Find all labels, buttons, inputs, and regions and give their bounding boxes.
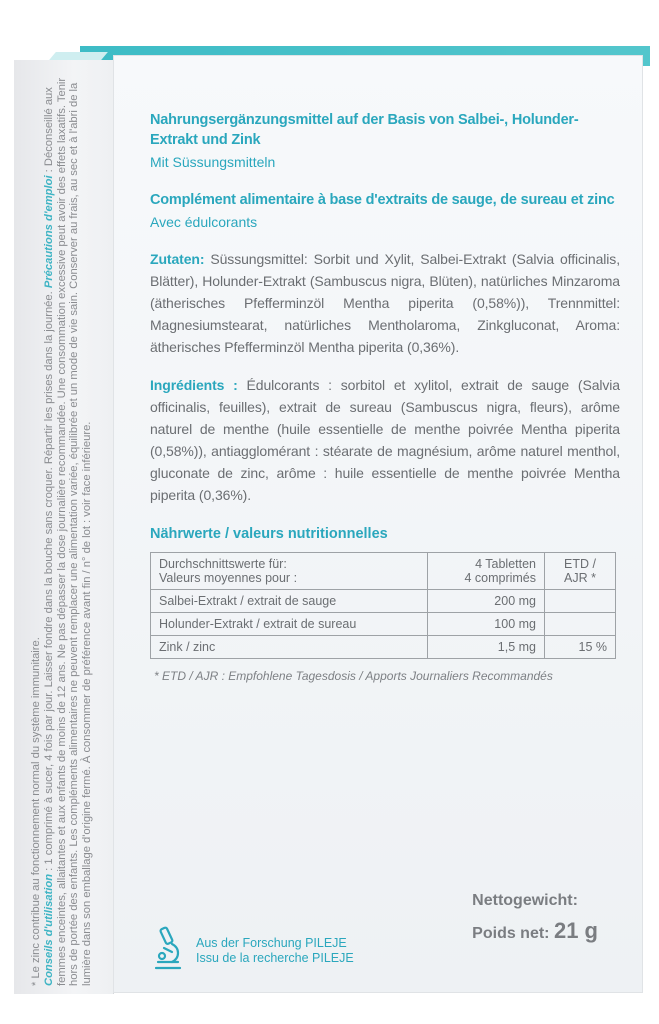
ingredients-de bbox=[150, 248, 620, 358]
brand-line-de: Aus der Forschung PILEJE bbox=[196, 935, 347, 950]
fr-subtitle: Avec édulcorants bbox=[150, 214, 258, 230]
net-weight-fr-line bbox=[472, 918, 598, 944]
ingredients-de-label: Zutaten: bbox=[150, 251, 205, 267]
header-label-de: Durchschnittswerte für: bbox=[159, 557, 287, 571]
de-subtitle: Mit Süssungsmitteln bbox=[150, 154, 276, 170]
row-etd: 15 % bbox=[545, 636, 616, 659]
row-amount: 200 mg bbox=[428, 590, 545, 613]
row-etd bbox=[545, 590, 616, 613]
nutrition-table bbox=[150, 552, 616, 659]
row-etd bbox=[545, 613, 616, 636]
label-content bbox=[150, 110, 620, 683]
side-panel bbox=[14, 60, 114, 994]
header-amount-fr: 4 comprimés bbox=[464, 571, 536, 585]
table-row bbox=[151, 613, 616, 636]
microscope-icon bbox=[150, 926, 184, 975]
header-etd-cell: ETD / AJR * bbox=[545, 553, 616, 590]
fr-title: Complément alimentaire à base d'extraits de sauge, de sureau et zinc bbox=[150, 192, 615, 208]
ingredients-fr-text: Édulcorants : sorbitol et xylitol, extrait de sauge (Salvia officinalis, feuilles), extrait de sureau (Sambuscus nigra, fleurs), arôme naturel de menthe (huile essentielle de menthe poivrée Mentha piperita (0,58%)), antiagglomérant : stéarate de magnésium, arôme naturel menthol, gluconate de zinc, arôme : huile essentielle de menthe poivrée Mentha piperita (0,36%). bbox=[150, 377, 620, 503]
precautions-label: Précautions d'emploi bbox=[42, 175, 55, 289]
usage-label: Conseils d'utilisation bbox=[42, 873, 55, 986]
precautions-text: : Déconseillé aux femmes enceintes, allaitantes et aux enfants de moins de 12 ans. Ne pas dépasser la dose journalière recommandée. Une consommation excessive peut avoir des effets laxatifs. Tenir hors de portée des enfants. Les compléments alimentaires ne peuvent remplacer une alimentation variée, équilibrée et un mode de vie sain. Conserver au frais, au sec et à l'abri de la lumière dans son emballage d'origine fermé. À consommer de préférence avant fin / n° de lot : voir face inférieure. bbox=[42, 77, 94, 986]
ingredients-de-text: Süssungsmittel: Sorbit und Xylit, Salbei-Extrakt (Salvia officinalis, Blätter), Holunder-Extrakt (Sambuscus nigra, Blüten), natürliches Minzaroma (ätherisches Pfefferminzöl Mentha piperita (0,58%)), Trennmittel: Magnesiumstearat, natürliches Mentholaroma, Zinkgluconat, Aroma: ätherisches Pfefferminzöl Mentha piperita (0,36%). bbox=[150, 251, 620, 355]
nutrition-title: Nährwerte / valeurs nutritionnelles bbox=[150, 526, 388, 542]
etd-footnote: * ETD / AJR : Empfohlene Tagesdosis / Apports Journaliers Recommandés bbox=[154, 669, 553, 683]
brand-text bbox=[196, 936, 354, 966]
nutrition-header-row bbox=[151, 553, 616, 590]
side-panel-text bbox=[30, 66, 116, 986]
header-label-cell bbox=[151, 553, 428, 590]
front-panel bbox=[114, 56, 642, 992]
net-weight-value: 21 g bbox=[553, 918, 598, 943]
net-weight-de: Nettogewicht: bbox=[472, 892, 578, 909]
ingredients-fr-label: Ingrédients : bbox=[150, 377, 238, 393]
header-amount-de: 4 Tabletten bbox=[475, 557, 536, 571]
net-weight bbox=[472, 892, 598, 944]
header-label-fr: Valeurs moyennes pour : bbox=[159, 571, 298, 585]
row-name: Zink / zinc bbox=[151, 636, 428, 659]
header-amount-cell bbox=[428, 553, 545, 590]
row-name: Salbei-Extrakt / extrait de sauge bbox=[151, 590, 428, 613]
table-row bbox=[151, 636, 616, 659]
brand-line-fr: Issu de la recherche PILEJE bbox=[196, 950, 354, 965]
product-box bbox=[10, 46, 650, 996]
row-name: Holunder-Extrakt / extrait de sureau bbox=[151, 613, 428, 636]
usage-text: : 1 comprimé à sucer, 4 fois par jour. Laisser fondre dans la bouche sans croquer. Répartir les prises dans la journée. bbox=[42, 291, 55, 874]
net-weight-fr: Poids net: bbox=[472, 925, 550, 942]
zinc-claim: * Le zinc contribue au fonctionnement normal du système immunitaire. bbox=[30, 637, 42, 986]
row-amount: 1,5 mg bbox=[428, 636, 545, 659]
de-title: Nahrungsergänzungsmittel auf der Basis von Salbei-, Holunder-Extrakt und Zink bbox=[150, 112, 579, 148]
row-amount: 100 mg bbox=[428, 613, 545, 636]
table-row bbox=[151, 590, 616, 613]
brand-block bbox=[150, 926, 354, 975]
ingredients-fr bbox=[150, 374, 620, 506]
